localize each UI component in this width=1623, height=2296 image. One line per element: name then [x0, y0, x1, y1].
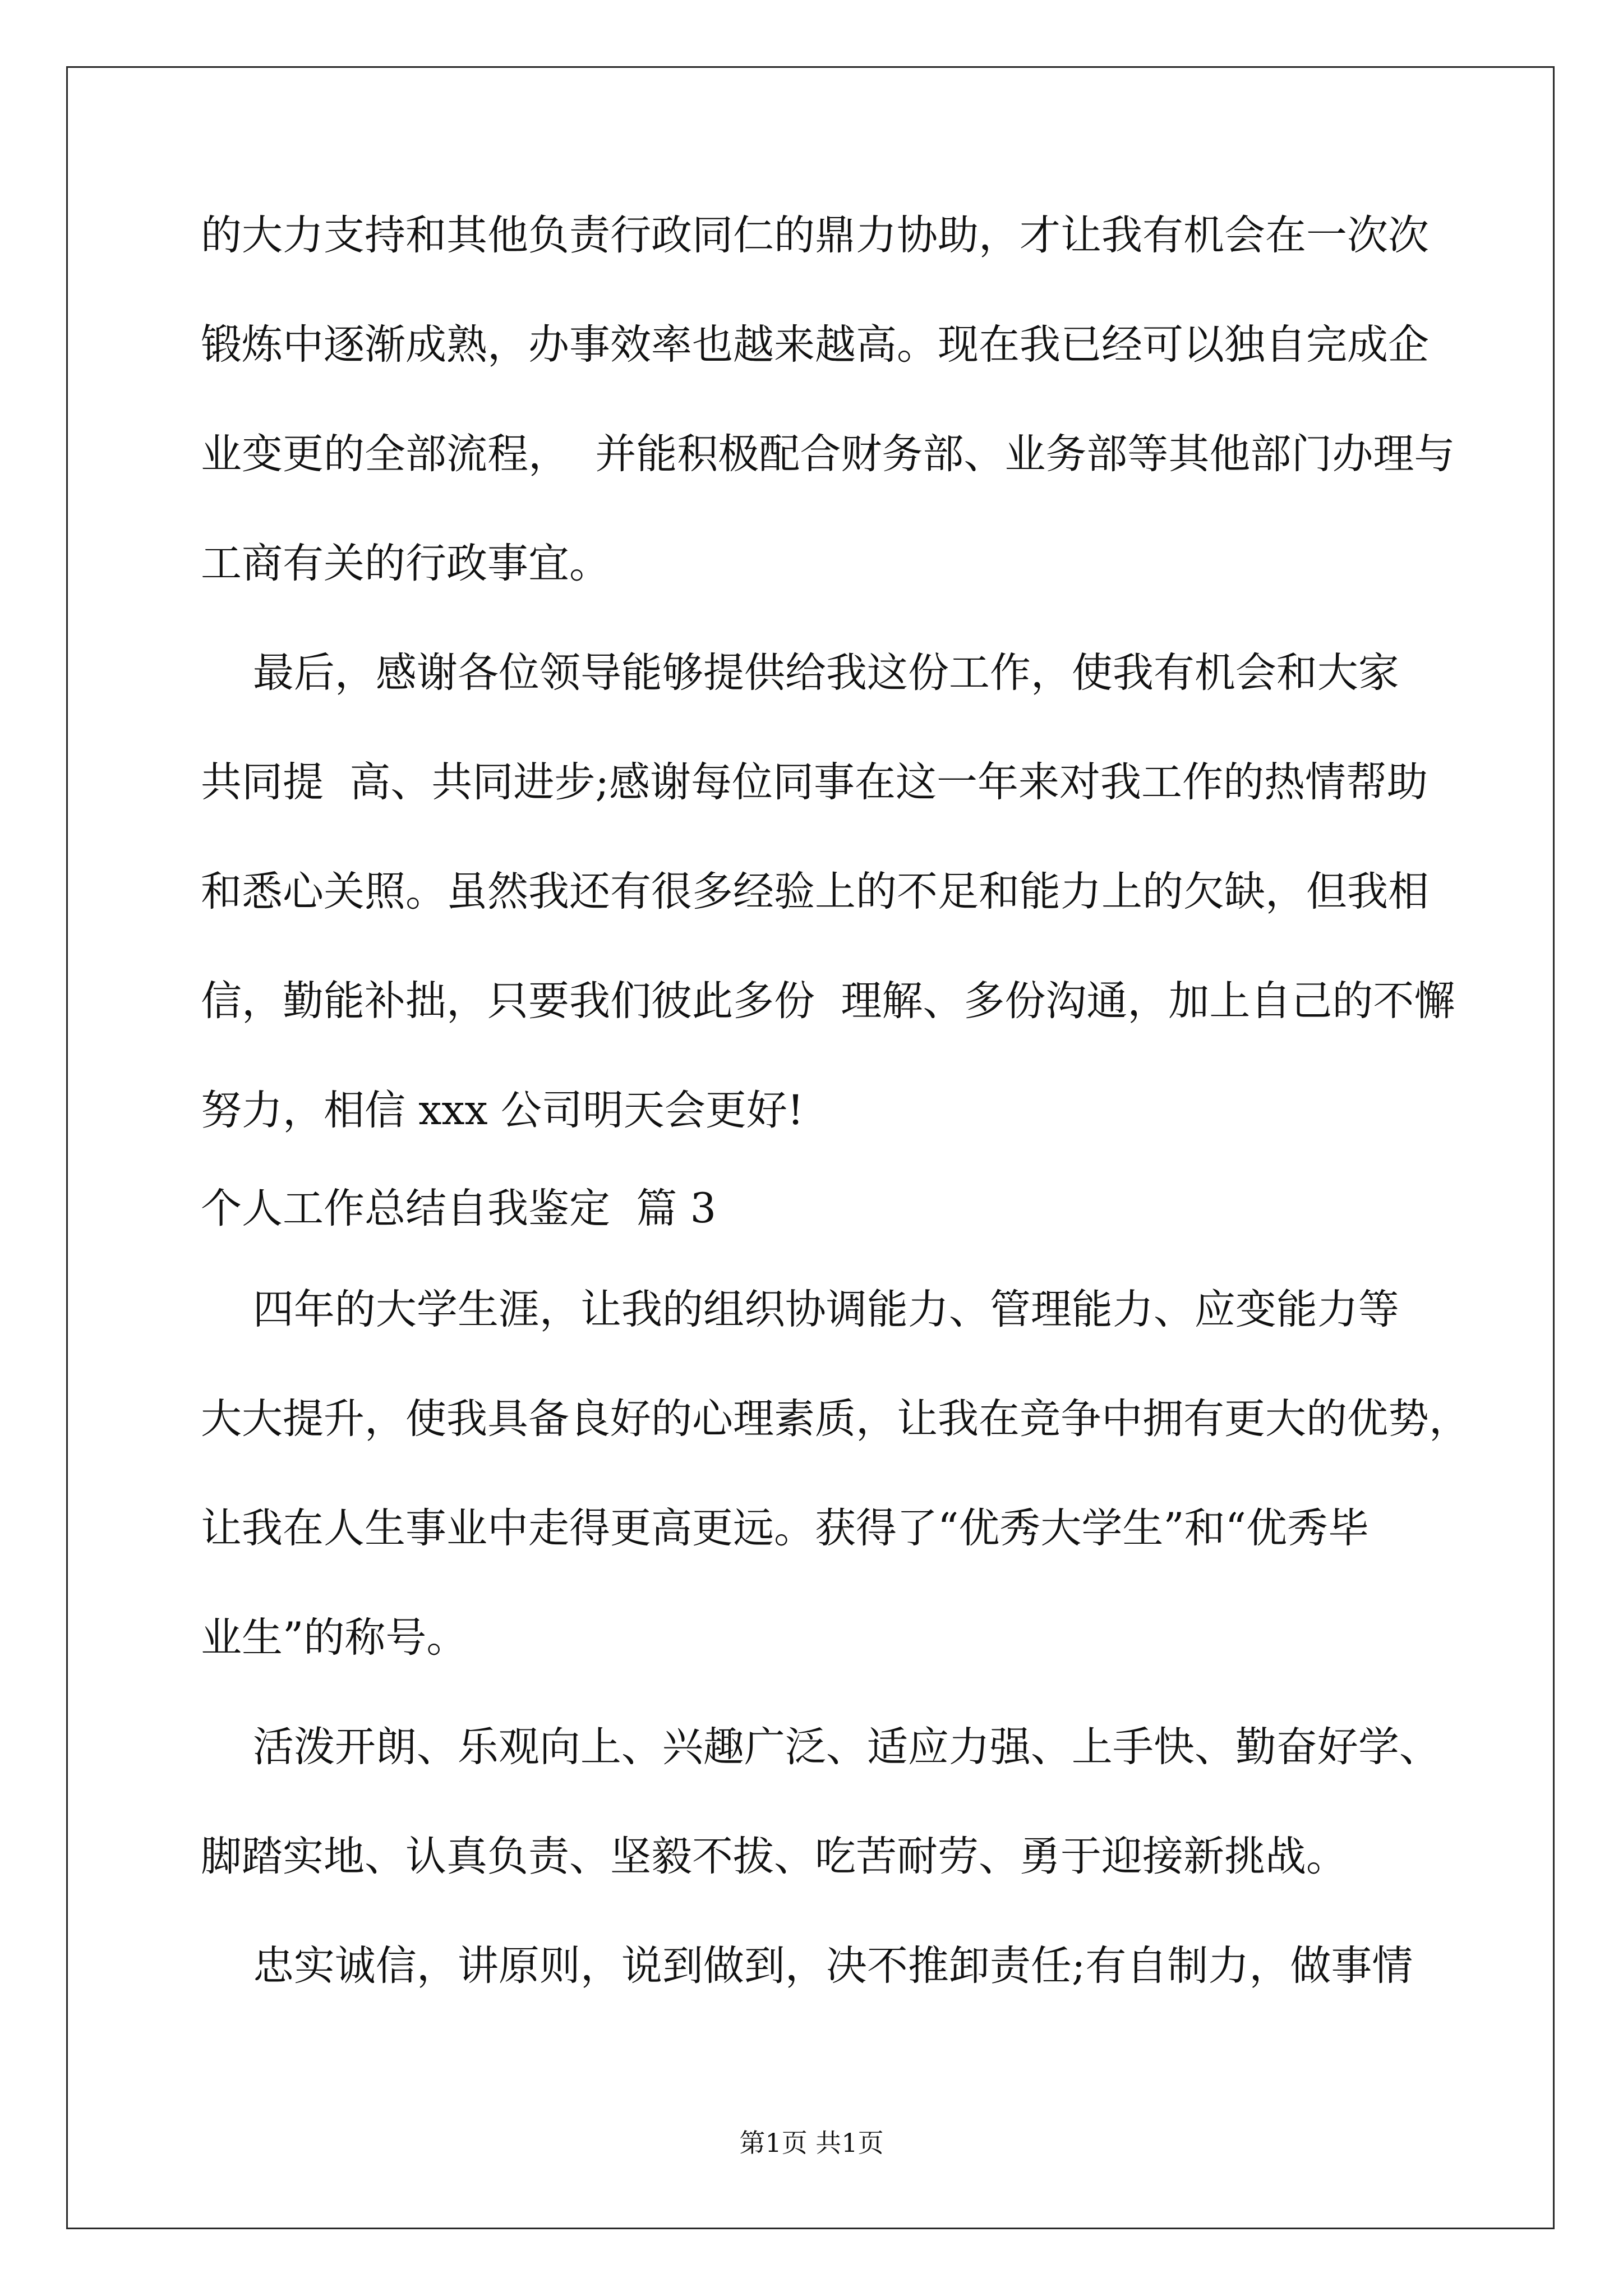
- text-line: 活泼开朗、乐观向上、兴趣广泛、适应力强、上手快、勤奋好学、: [201, 1723, 1440, 1771]
- text-line: 四年的大学生涯，让我的组织协调能力、管理能力、应变能力等: [201, 1286, 1399, 1333]
- text-line: 让我在人生事业中走得更高更远。获得了“优秀大学生”和“优秀毕: [201, 1504, 1369, 1552]
- text-line: 锻炼中逐渐成熟，办事效率也越来越高。现在我已经可以独自完成企: [201, 321, 1429, 369]
- text-line: 和悉心关照。虽然我还有很多经验上的不足和能力上的欠缺，但我相: [201, 868, 1429, 915]
- text-line: 努力，相信 xxx 公司明天会更好!: [201, 1087, 804, 1134]
- text-line: 的大力支持和其他负责行政同仁的鼎力协助，才让我有机会在一次次: [201, 211, 1429, 259]
- text-line: 大大提升，使我具备良好的心理素质，让我在竞争中拥有更大的优势，: [201, 1395, 1470, 1443]
- text-line: 工商有关的行政事宜。: [201, 540, 610, 587]
- text-line: 忠实诚信，讲原则，说到做到，决不推卸责任;有自制力，做事情: [201, 1942, 1413, 1990]
- page-border: [66, 66, 1555, 2229]
- text-line: 信，勤能补拙，只要我们彼此多份 理解、多份沟通，加上自己的不懈: [201, 977, 1455, 1025]
- text-line: 共同提 高、共同进步;感谢每位同事在这一年来对我工作的热情帮助: [201, 758, 1428, 806]
- text-line: 最后，感谢各位领导能够提供给我这份工作，使我有机会和大家: [201, 649, 1399, 697]
- text-line: 业生”的称号。: [201, 1614, 468, 1662]
- page-number-footer: 第1页 共1页: [739, 2128, 884, 2158]
- section-heading: 个人工作总结自我鉴定 篇 3: [201, 1185, 717, 1232]
- text-line: 脚踏实地、认真负责、坚毅不拔、吃苦耐劳、勇于迎接新挑战。: [201, 1833, 1347, 1880]
- text-line: 业变更的全部流程， 并能积极配合财务部、业务部等其他部门办理与: [201, 430, 1455, 478]
